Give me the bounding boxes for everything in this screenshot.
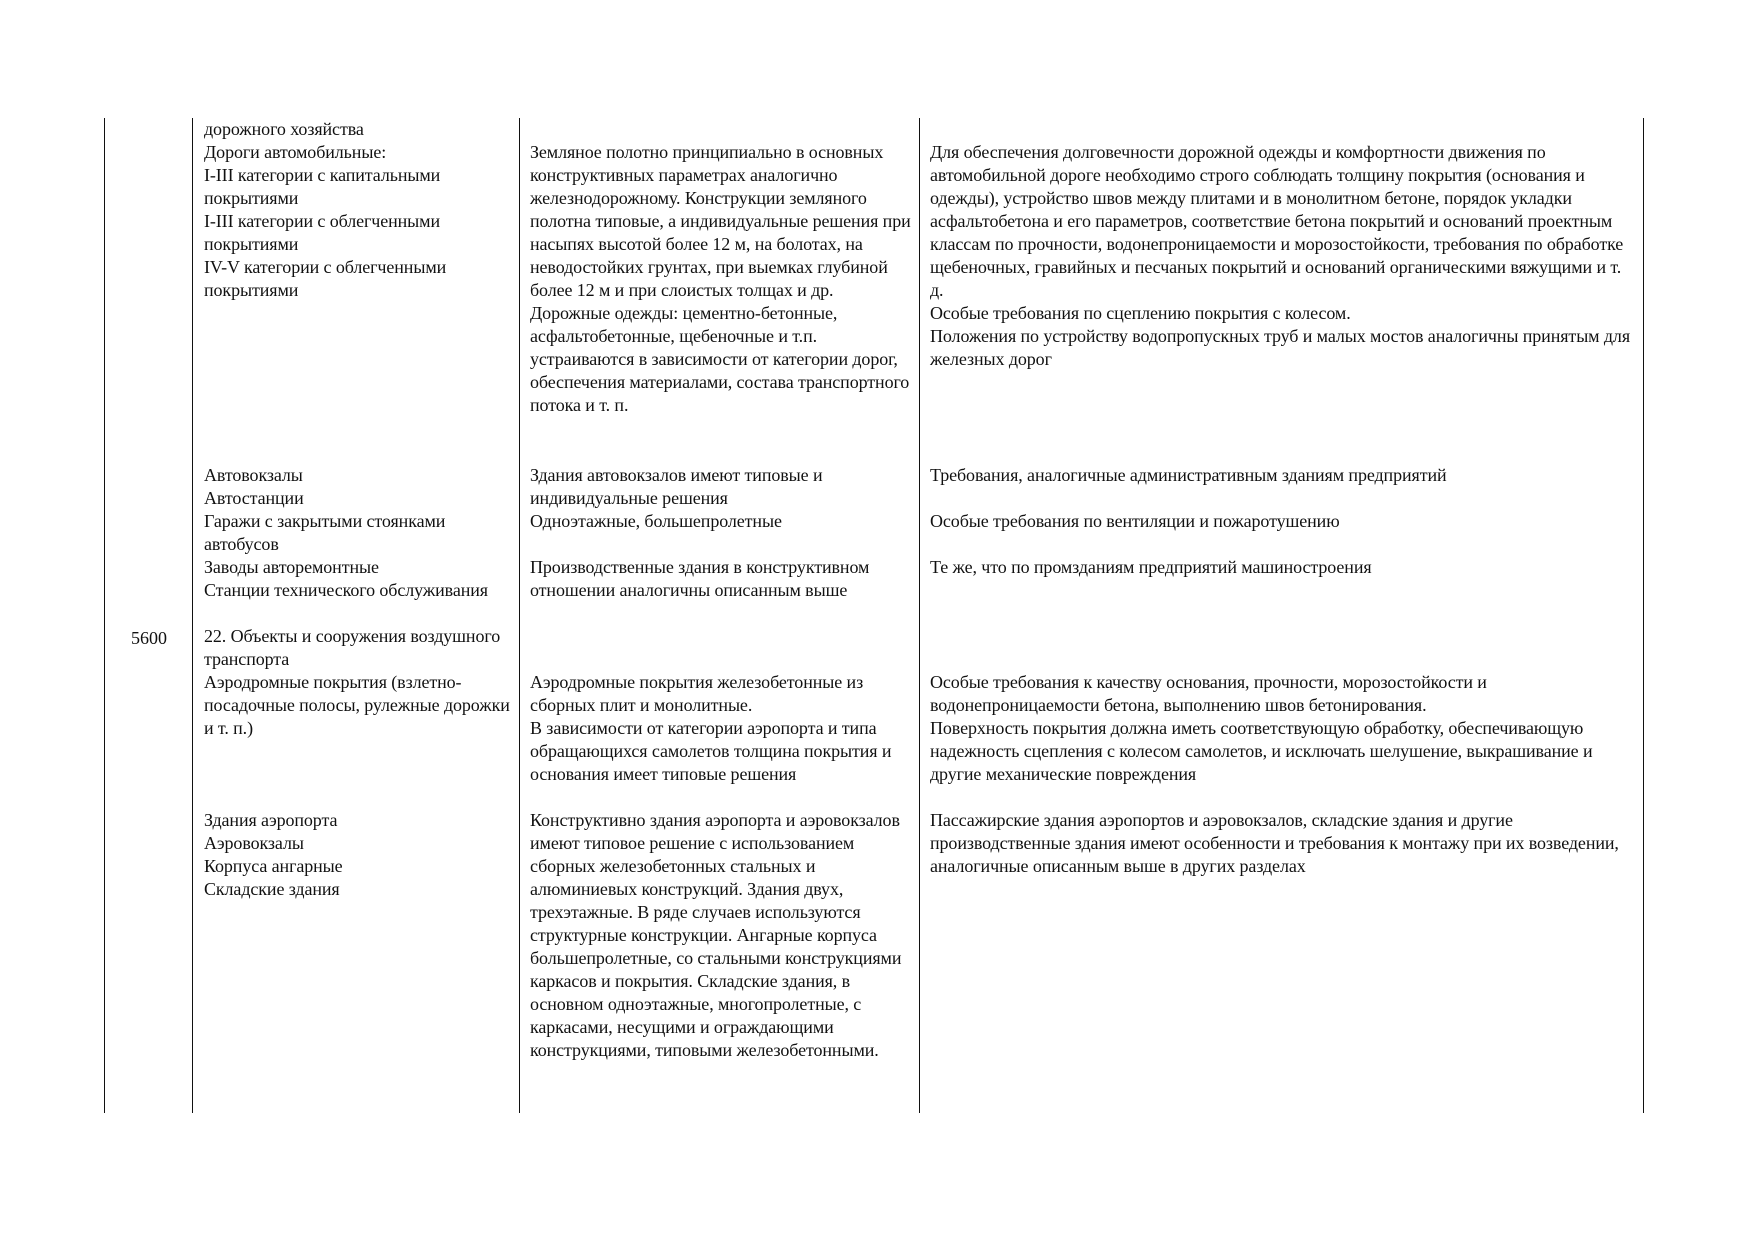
table-row-1-requirements: Для обеспечения долговечности дорожной одежды и комфортности движения по автомобильной дороге необходимо строго соблюдать толщину покрытия (основания и одежды), устройство швов между плитами и в монолитном бетоне, порядок укладки асфальтобетона и его параметров, соответствие бетона покрытий и оснований проектным классам по прочности, водонепроницаемости и морозостойкости, требования по обработке щебеночных, гравийных и песчаных покрытий и оснований органическими вяжущими и т. д. Особые требования по сцеплению покрытия с колесом. Положения по устройству водопропускных труб и малых мостов аналогичны принятым для железных дорог (930, 142, 1630, 369)
table-row-3-requirements: Особые требования по вентиляции и пожаротушению (930, 511, 1340, 531)
table-border-right (1643, 118, 1644, 1113)
table-row-4-name: Заводы авторемонтные Станции технического обслуживания (204, 557, 488, 600)
table-row-3-design: Одноэтажные, большепролетные (530, 511, 782, 531)
table-row-1-name: Дороги автомобильные: I-III категории с капитальными покрытиями I-III категории с облегченными покрытиями IV-V категории с облегченными покрытиями (204, 142, 447, 300)
table-row-6-requirements: Особые требования к качеству основания, прочности, морозостойкости и водонепроницаемости бетона, выполнению швов бетонирования. Поверхность покрытия должна иметь соответствующую обработку, обеспечивающую надежность сцепления с колесом самолетов, и исключать шелушение, выкрашивание и другие механические повреждения (930, 672, 1593, 784)
table-row-4-requirements: Те же, что по промзданиям предприятий машиностроения (930, 557, 1372, 577)
table-row-0-name: дорожного хозяйства (204, 119, 364, 139)
table-row-2-requirements: Требования, аналогичные административным зданиям предприятий (930, 465, 1447, 485)
table-row-2-name: Автовокзалы Автостанции (204, 465, 304, 508)
table-row-6-name: Аэродромные покрытия (взлетно-посадочные полосы, рулежные дорожки и т. п.) (204, 672, 510, 738)
table-row-7-name: Здания аэропорта Аэровокзалы Корпуса ангарные Складские здания (204, 810, 343, 899)
table-row-7-design: Конструктивно здания аэропорта и аэровокзалов имеют типовое решение с использованием сборных железобетонных стальных и алюминиевых конструкций. Здания двух, трехэтажные. В ряде случаев используются структурные конструкции. Ангарные корпуса большепролетные, со стальными конструкциями каркасов и покрытия. Складские здания, в основном одноэтажные, многопролетные, с каркасами, несущими и ограждающими конструкциями, типовыми железобетонными. (530, 810, 902, 1060)
table-border-left (104, 118, 105, 1113)
table-row-1-design: Земляное полотно принципиально в основных конструктивных параметрах аналогично железнодорожному. Конструкции земляного полотна типовые, а индивидуальные решения при насыпях высотой более 12 м, на болотах, на неводостойких грунтах, при выемках глубиной более 12 м и при слоистых толщах и др. Дорожные одежды: цементно-бетонные, асфальтобетонные, щебеночные и т.п. устраиваются в зависимости от категории дорог, обеспечения материалами, состава транспортного потока и т. п. (530, 142, 911, 415)
table-row-6-design: Аэродромные покрытия железобетонные из сборных плит и монолитные. В зависимости от категории аэропорта и типа обращающихся самолетов толщина покрытия и основания имеет типовые решения (530, 672, 892, 784)
table-border-col1 (192, 118, 193, 1113)
table-row-3-name: Гаражи с закрытыми стоянками автобусов (204, 511, 446, 554)
table-row-2-design: Здания автовокзалов имеют типовые и индивидуальные решения (530, 465, 823, 508)
code-column (106, 118, 192, 1113)
table-row-7-requirements: Пассажирские здания аэропортов и аэровокзалов, складские здания и другие производственные здания имеют особенности и требования к монтажу при их возведении, аналогичные описанным выше в других разделах (930, 810, 1619, 876)
table-row-5-name: 22. Объекты и сооружения воздушного транспорта (204, 626, 501, 669)
object-code: 5600 (131, 628, 167, 648)
table-row-4-design: Производственные здания в конструктивном отношении аналогичны описанным выше (530, 557, 870, 600)
